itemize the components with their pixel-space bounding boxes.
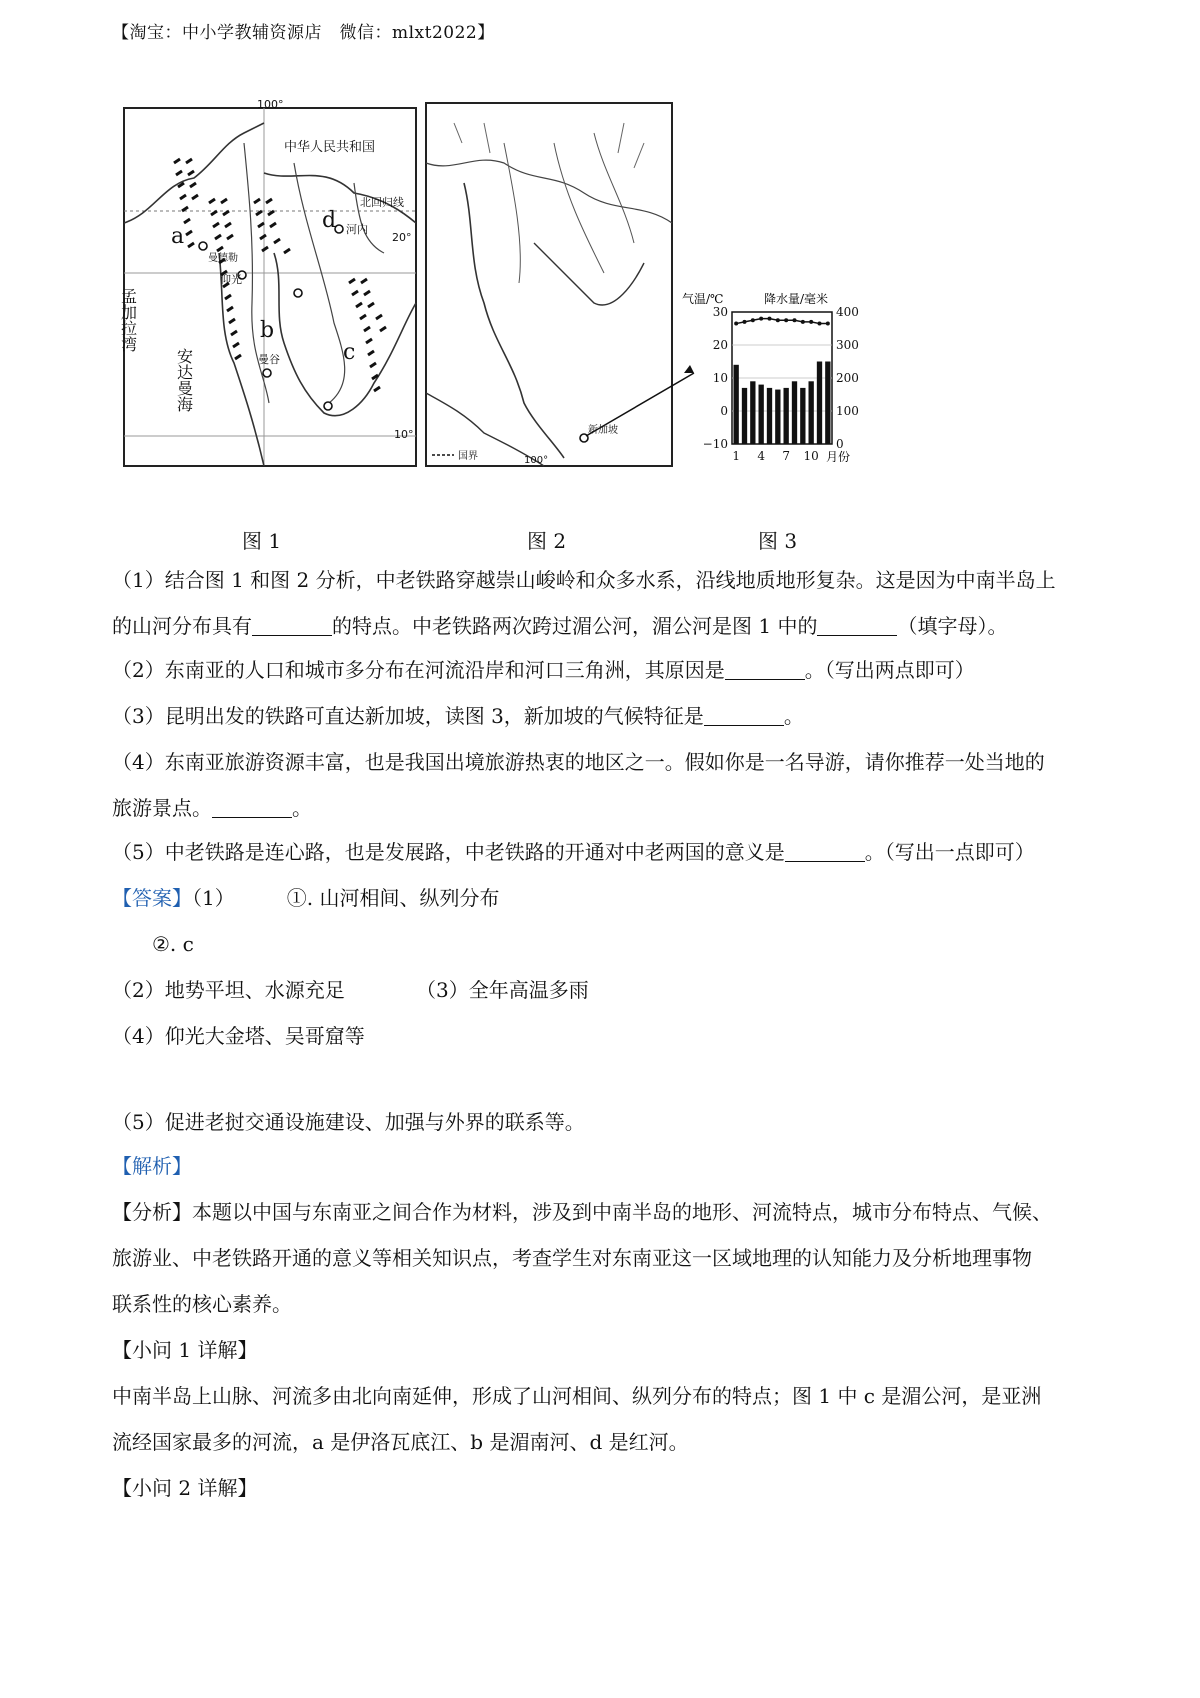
- question-1-line-1: （1）结合图 1 和图 2 分析，中老铁路穿越崇山峻岭和众多水系，沿线地质地形复杂。这是因为中南半岛上: [112, 568, 1056, 592]
- fig3-precip-bar: [800, 388, 805, 444]
- answer-4: （4）仰光大金塔、吴哥窟等: [112, 1024, 365, 1048]
- fig1-bangkok-label: 曼谷: [258, 353, 280, 366]
- figure-3-climate-chart: [682, 291, 859, 464]
- answer-2: （2）地势平坦、水源充足: [112, 978, 345, 1002]
- figure-3-caption: 图 3: [758, 529, 798, 553]
- subquestion-1-line-2: 流经国家最多的河流，a 是伊洛瓦底江、b 是湄南河、d 是红河。: [112, 1430, 689, 1454]
- answer-1: [112, 884, 499, 912]
- figures-panel: [118, 98, 984, 553]
- q3-blank[interactable]: [704, 705, 784, 726]
- q1-text-a: 的山河分布具有: [112, 614, 252, 638]
- fig1-letter-a: a: [171, 224, 185, 249]
- fig3-temp-point: [768, 317, 772, 321]
- question-4-line-2: [112, 794, 312, 822]
- fig3-temp-point: [793, 318, 797, 322]
- fig3-precip-bar: [750, 381, 755, 444]
- fig3-month-tick: 4: [757, 449, 765, 463]
- fig1-china-label: 中华人民共和国: [284, 140, 376, 155]
- question-3: [112, 702, 804, 730]
- fig3-precip-bar: [825, 362, 830, 445]
- subquestion-1-line-1: 中南半岛上山脉、河流多由北向南延伸，形成了山河相间、纵列分布的特点；图 1 中 c 是湄公河，是亚洲: [112, 1384, 1042, 1408]
- fig3-left-tick: 20: [712, 338, 728, 352]
- q2-text-b: 。（写出两点即可）: [804, 658, 975, 682]
- fig3-left-tick: 0: [720, 404, 728, 418]
- analysis-paragraph-line-2: 旅游业、中老铁路开通的意义等相关知识点，考查学生对东南亚这一区域地理的认知能力及分析地理事物: [112, 1246, 1032, 1270]
- fig1-lon100-label: 100°: [257, 98, 284, 111]
- fig3-right-tick: 200: [836, 371, 859, 385]
- q1-text-c: （填字母）。: [897, 614, 1008, 638]
- fig3-right-tick: 300: [836, 338, 859, 352]
- fig3-precip-bar: [742, 388, 747, 444]
- fig3-right-tick: 0: [836, 437, 844, 451]
- q2-blank[interactable]: [725, 659, 805, 680]
- q5-text-b: 。（写出一点即可）: [864, 840, 1035, 864]
- fig1-andaman-label: 安达曼海: [174, 348, 194, 412]
- fig3-temp-point: [784, 318, 788, 322]
- fig3-right-tick: 400: [836, 305, 859, 319]
- figure-2-caption: 图 2: [527, 529, 567, 553]
- fig3-left-tick: 30: [712, 305, 728, 319]
- fig3-precip-bar: [792, 381, 797, 444]
- analysis-paragraph-line-3: 联系性的核心素养。: [112, 1292, 292, 1316]
- fig1-mandalay-label: 曼德勒: [208, 253, 238, 264]
- fig3-month-label: 月份: [826, 450, 851, 464]
- fig3-temp-point: [818, 322, 822, 326]
- fig3-temp-line: [736, 319, 828, 324]
- fig3-precip-bar: [817, 362, 822, 445]
- fig3-right-tick: 100: [836, 404, 859, 418]
- figure-2-map: [426, 103, 694, 466]
- fig1-lat20-label: 20°: [392, 231, 412, 244]
- fig2-legend-label: 国界: [458, 451, 478, 462]
- fig3-month-tick: 7: [782, 449, 790, 463]
- fig3-precip-bar: [784, 388, 789, 444]
- figure-1-caption: 图 1: [242, 529, 282, 553]
- fig3-temp-point: [809, 320, 813, 324]
- fig3-precip-bar: [759, 385, 764, 444]
- question-5: [112, 838, 1035, 866]
- q4-text-a: 旅游景点。: [112, 796, 212, 820]
- q4-text-b: 。: [292, 796, 312, 820]
- fig3-precip-label: 降水量/毫米: [764, 292, 829, 306]
- fig3-month-tick: 10: [803, 449, 819, 463]
- fig3-precip-bar: [809, 381, 814, 444]
- fig1-letter-b: b: [260, 318, 275, 343]
- answer-1-part-2: ②. c: [152, 932, 194, 956]
- fig2-singapore-label: 新加坡: [588, 425, 618, 436]
- fig3-temp-point: [734, 322, 738, 326]
- fig1-letter-d: d: [322, 208, 337, 233]
- fig2-lon100-label: 100°: [524, 455, 549, 466]
- fig1-lat10-label: 10°: [394, 428, 414, 441]
- q5-blank[interactable]: [785, 841, 865, 862]
- fig1-letter-c: c: [343, 340, 356, 365]
- fig3-precip-bar: [734, 365, 739, 444]
- fig3-precip-bar: [775, 390, 780, 444]
- figure-1-map: [119, 98, 417, 466]
- fig3-left-tick: 10: [712, 371, 728, 385]
- analysis-label: 【解析】: [112, 1154, 192, 1178]
- fig3-month-tick: 1: [732, 449, 740, 463]
- q5-text-a: （5）中老铁路是连心路，也是发展路，中老铁路的开通对中老两国的意义是: [112, 840, 785, 864]
- question-2: [112, 656, 975, 684]
- q3-text-a: （3）昆明出发的铁路可直达新加坡，读图 3，新加坡的气候特征是: [112, 704, 704, 728]
- fig3-temp-point: [759, 317, 763, 321]
- subquestion-1-title: 【小问 1 详解】: [112, 1338, 258, 1362]
- fig3-left-tick: −10: [702, 437, 728, 451]
- answer-1-prefix: （1）: [192, 886, 235, 910]
- q4-blank[interactable]: [212, 797, 292, 818]
- fig3-temp-point: [801, 320, 805, 324]
- q1-blank-1[interactable]: [252, 615, 332, 636]
- fig3-temp-label: 气温/℃: [682, 292, 724, 306]
- q1-text-b: 的特点。中老铁路两次跨过湄公河，湄公河是图 1 中的: [332, 614, 818, 638]
- fig1-tropic-label: 北回归线: [360, 196, 404, 209]
- fig1-hanoi-label: 河内: [346, 223, 368, 236]
- fig3-temp-point: [751, 318, 755, 322]
- fig1-bay-label: 孟加拉湾: [118, 288, 138, 352]
- fig1-yangon-label: 仰光: [220, 273, 242, 286]
- answer-1-part-1: ①. 山河相间、纵列分布: [286, 886, 500, 910]
- q1-blank-2[interactable]: [817, 615, 897, 636]
- answer-3: （3）全年高温多雨: [416, 978, 589, 1002]
- analysis-paragraph-line-1: 【分析】本题以中国与东南亚之间合作为材料，涉及到中南半岛的地形、河流特点，城市分布特点、气候、: [112, 1200, 1052, 1224]
- answer-5: （5）促进老挝交通设施建设、加强与外界的联系等。: [112, 1110, 585, 1134]
- fig3-temp-point: [743, 320, 747, 324]
- fig3-precip-bar: [767, 388, 772, 444]
- page-header-watermark: 【淘宝：中小学教辅资源店 微信：mlxt2022】: [112, 23, 495, 43]
- q3-text-b: 。: [783, 704, 804, 728]
- question-1-line-2: [112, 612, 1007, 640]
- subquestion-2-title: 【小问 2 详解】: [112, 1476, 258, 1500]
- answer-label: 【答案】: [112, 886, 192, 910]
- fig3-temp-point: [826, 322, 830, 326]
- fig3-temp-point: [776, 318, 780, 322]
- q2-text-a: （2）东南亚的人口和城市多分布在河流沿岸和河口三角洲，其原因是: [112, 658, 725, 682]
- question-4-line-1: （4）东南亚旅游资源丰富，也是我国出境旅游热衷的地区之一。假如你是一名导游，请你推荐一处当地的: [112, 750, 1045, 774]
